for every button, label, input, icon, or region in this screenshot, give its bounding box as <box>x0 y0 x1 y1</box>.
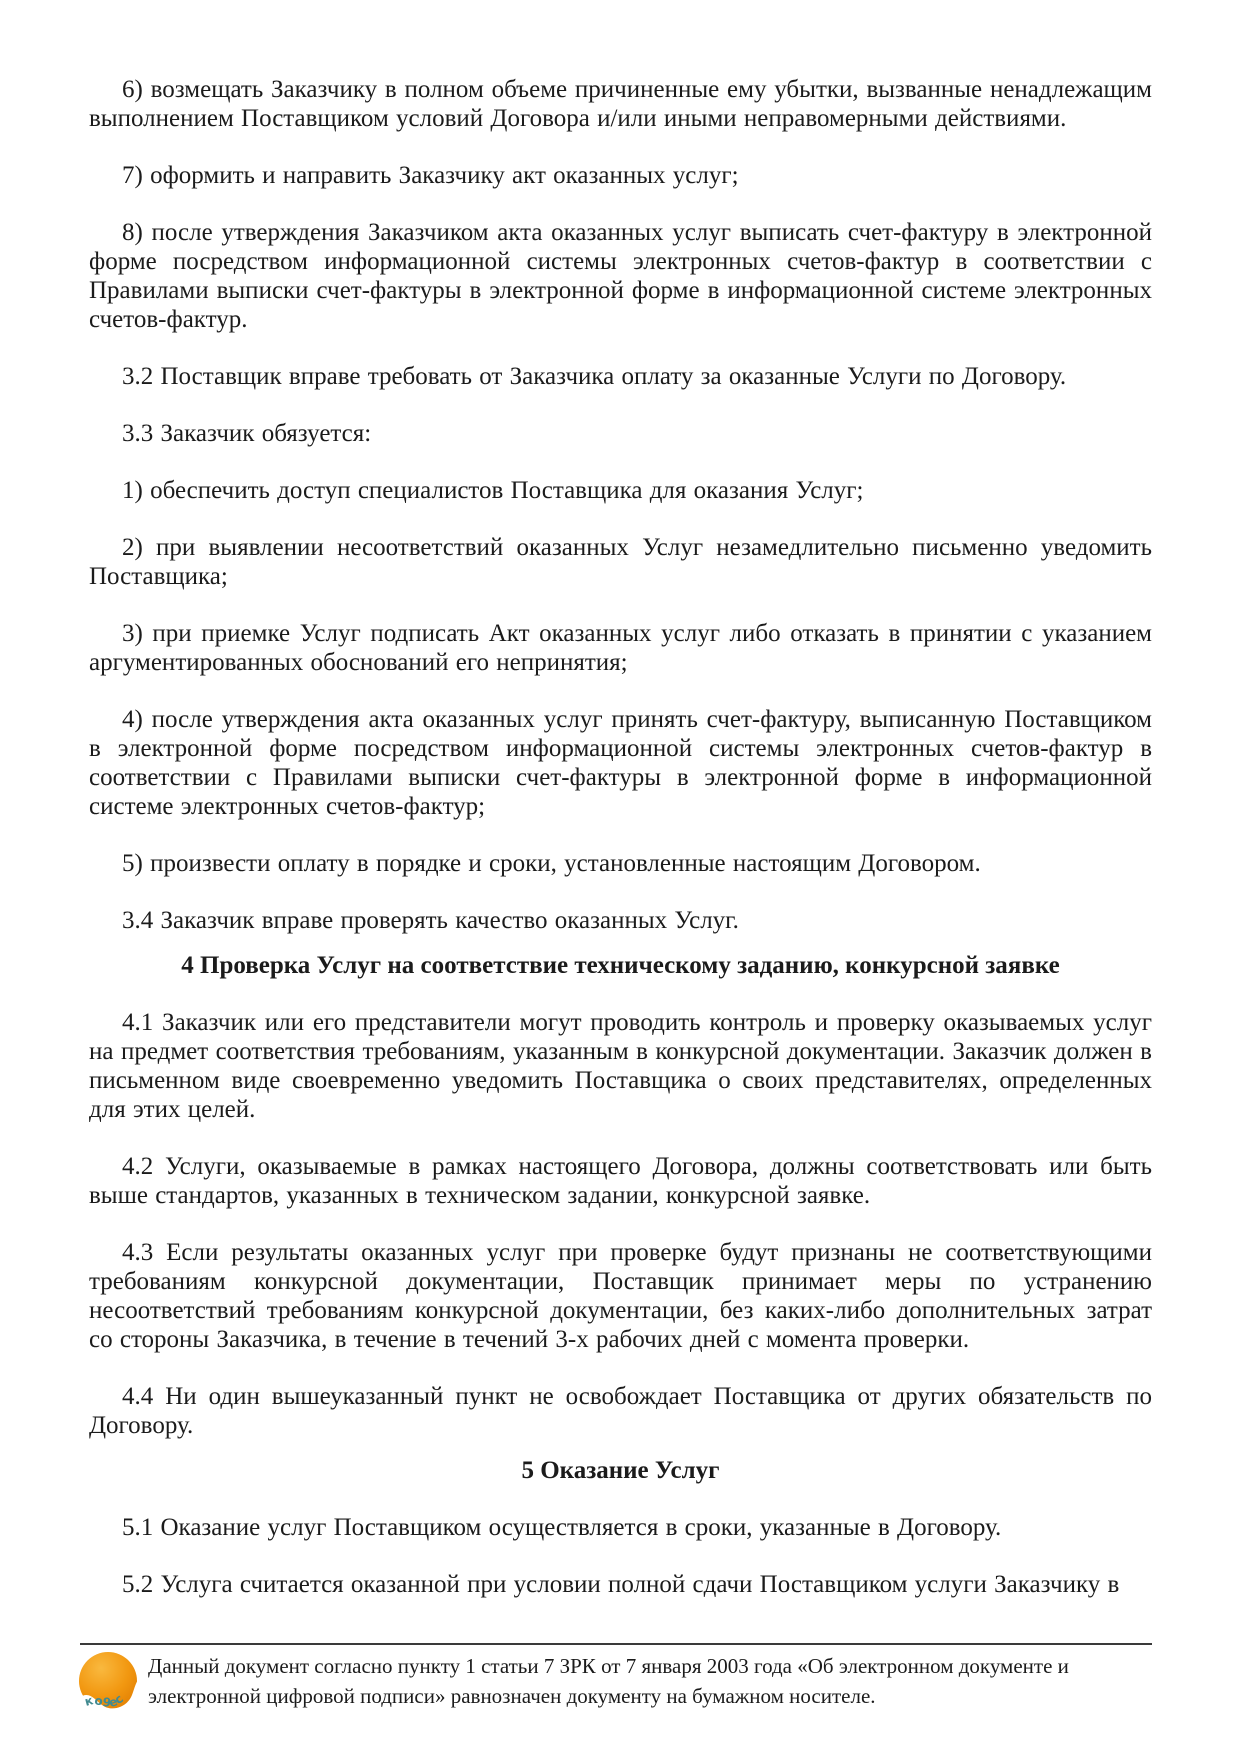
paragraph: 6) возмещать Заказчику в полном объеме причиненные ему убытки, вызванные ненадлежащим выполнением Поставщиком условий Договора и/или иными неправомерными действиями. <box>89 76 1152 132</box>
paragraph: 4.1 Заказчик или его представители могут проводить контроль и проверку оказываемых услуг на предмет соответствия требованиям, указанным в конкурсной документации. Заказчик должен в письменном виде своевременно уведомить Поставщика о своих представителях, определенных для этих целей. <box>89 1009 1152 1123</box>
page-footer <box>80 1643 1152 1721</box>
paragraph: 5.1 Оказание услуг Поставщиком осуществляется в сроки, указанные в Договору. <box>122 1514 1002 1541</box>
paragraph: 8) после утверждения Заказчиком акта оказанных услуг выписать счет-фактуру в электронной форме посредством информационной системы электронных счетов-фактур в соответствии с Правилами выписки счет-фактуры в электронной форме в информационной системе электронных счетов-фактур. <box>89 219 1152 333</box>
footer-separator <box>80 1645 1152 1721</box>
document-body <box>89 75 1152 1599</box>
paragraph: 3) при приемке Услуг подписать Акт оказанных услуг либо отказать в принятии с указанием аргументированных обоснований его непринятия; <box>89 620 1152 676</box>
section-heading: 5 Оказание Услуг <box>521 1457 720 1484</box>
egov-stamp-icon <box>77 1650 141 1714</box>
paragraph: 5.2 Услуга считается оказанной при условии полной сдачи Поставщиком услуги Заказчику в <box>122 1571 1120 1598</box>
paragraph: 3.2 Поставщик вправе требовать от Заказчика оплату за оказанные Услуги по Договору. <box>122 363 1067 390</box>
svg-text:ко9ес: ко9ес <box>83 1691 126 1711</box>
paragraph: 2) при выявлении несоответствий оказанных Услуг незамедлительно письменно уведомить Поставщика; <box>89 534 1152 590</box>
paragraph: 7) оформить и направить Заказчику акт оказанных услуг; <box>122 162 739 189</box>
paragraph: 4.2 Услуги, оказываемые в рамках настоящего Договора, должны соответствовать или быть выше стандартов, указанных в техническом задании, конкурсной заявке. <box>89 1153 1152 1209</box>
paragraph: 3.3 Заказчик обязуется: <box>122 420 372 447</box>
paragraph: 4) после утверждения акта оказанных услуг принять счет-фактуру, выписанную Поставщиком в электронной форме посредством информационной системы электронных счетов-фактур в соответствии с Правилами выписки счет-фактуры в электронной форме в информационной системе электронных счетов-фактур; <box>89 706 1152 820</box>
paragraph: 1) обеспечить доступ специалистов Поставщика для оказания Услуг; <box>122 477 864 504</box>
section-heading: 4 Проверка Услуг на соответствие техническому заданию, конкурсной заявке <box>181 952 1060 979</box>
paragraph: 4.4 Ни один вышеуказанный пункт не освобождает Поставщика от других обязательств по Договору. <box>89 1383 1152 1439</box>
paragraph: 3.4 Заказчик вправе проверять качество оказанных Услуг. <box>122 907 739 934</box>
paragraph: 4.3 Если результаты оказанных услуг при проверке будут признаны не соответствующими требованиям конкурсной документации, Поставщик принимает меры по устранению несоответствий требованиям конкурсной документации, без каких-либо дополнительных затрат со стороны Заказчика, в течение в течений 3-х рабочих дней с момента проверки. <box>89 1239 1152 1353</box>
paragraph: 5) произвести оплату в порядке и сроки, установленные настоящим Договором. <box>122 850 981 877</box>
footer-legal-text: Данный документ согласно пункту 1 статьи 7 ЗРК от 7 января 2003 года «Об электронном документе и электронной цифровой подписи» равнозначен документу на бумажном носителе. <box>148 1654 1069 1708</box>
